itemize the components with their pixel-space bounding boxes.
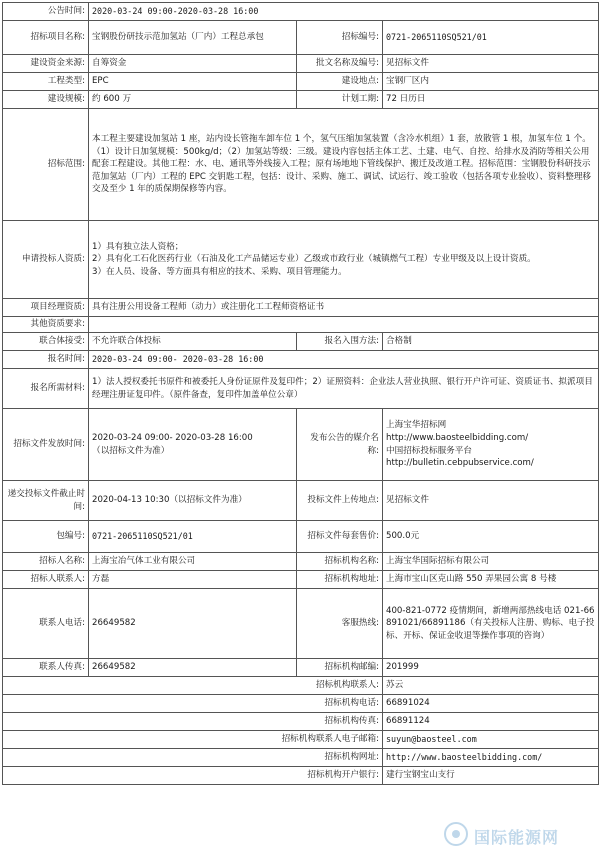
approval-label: 批文名称及编号: (297, 55, 383, 73)
contact-value: 方磊 (89, 571, 297, 589)
tender-notice-table (2, 2, 599, 785)
hotline-label: 客服热线: (297, 589, 383, 659)
consortium-value: 不允许联合体投标 (89, 333, 297, 351)
submit-place-label: 投标文件上传地点: (297, 481, 383, 521)
materials-label: 报名所需材料: (3, 369, 89, 409)
entry-method-label: 报名入围方法: (297, 333, 383, 351)
row-fax (3, 659, 599, 677)
row-scale (3, 91, 599, 109)
media-link[interactable]: http://bulletin.cebpubservice.com/ (386, 458, 534, 469)
fund-source-label: 建设资金来源: (3, 55, 89, 73)
agency-web-value[interactable]: http://www.baosteelbidding.com/ (383, 749, 599, 767)
consortium-label: 联合体接受: (3, 333, 89, 351)
scope-value: 本工程主要建设加氢站 1 座，站内设长管拖车卸车位 1 个，氢气压缩加氢装置（含冷水机组）1 套，放散管 1 根，加氢车位 1 个。（1）设计日加氢规模：500kg/d；（2）加氢站等级：三级。建设内容包括主体工艺、土建、电气、自控、给排水及消防等相关公用配套工程建设。其他工程：水、电、通讯等外线接入工程；原有场地地下管线保护、搬迁及改道工程。招标范围：宝钢股份科研技示范加氢站（厂内）工程的 EPC 交钥匙工程，包括：设计、采购、施工、调试、试运行、竣工验收（包括各项专业验收）、资料整理移交及至少 1 年的质保期保修等内容。 (89, 109, 599, 221)
signup-time-value: 2020-03-24 09:00- 2020-03-28 16:00 (89, 351, 599, 369)
row-agency-fax (3, 713, 599, 731)
fax-label: 联系人传真: (3, 659, 89, 677)
agency-contact-value: 苏云 (383, 677, 599, 695)
media-value (383, 409, 599, 481)
row-tenderer (3, 553, 599, 571)
media-name: 上海宝华招标网 (386, 420, 447, 431)
tenderer-label: 招标人名称: (3, 553, 89, 571)
row-other-req (3, 317, 599, 333)
row-phone (3, 589, 599, 659)
row-agency-contact (3, 677, 599, 695)
duration-value: 72 日历日 (383, 91, 599, 109)
row-deadline (3, 481, 599, 521)
doc-release-note: （以招标文件为准） (92, 445, 170, 456)
agency-bank-label: 招标机构开户银行: (3, 767, 383, 785)
media-link[interactable]: http://www.baosteelbidding.com/ (386, 432, 529, 443)
scale-value: 约 600 万 (89, 91, 297, 109)
row-qualification (3, 221, 599, 299)
qualification-line: 2）具有化工石化医药行业（石油及化工产品储运专业）乙级或市政行业（城镇燃气工程）专业甲级及以上设计资质。 (92, 254, 536, 265)
agency-fax-label: 招标机构传真: (3, 713, 383, 731)
submit-place-value: 见招标文件 (383, 481, 599, 521)
fax-value: 26649582 (89, 659, 297, 677)
media-name: 中国招标投标服务平台 (386, 445, 472, 456)
agency-email-label: 招标机构联系人电子邮箱: (3, 731, 383, 749)
package-no-value: 0721-2065110SQ521/01 (89, 521, 297, 553)
watermark-text: 国际能源网 (474, 828, 560, 847)
qualification-line: 3）在人员、设备、等方面具有相应的技术、采购、项目管理能力。 (92, 266, 347, 277)
row-project-type (3, 73, 599, 91)
signup-time-label: 报名时间: (3, 351, 89, 369)
agency-addr-value: 上海市宝山区克山路 550 弄果园公寓 8 号楼 (383, 571, 599, 589)
location-value: 宝钢厂区内 (383, 73, 599, 91)
doc-release-time: 2020-03-24 09:00- 2020-03-28 16:00 (92, 432, 253, 443)
scale-label: 建设规模: (3, 91, 89, 109)
project-name-label: 招标项目名称: (3, 21, 89, 55)
phone-label: 联系人电话: (3, 589, 89, 659)
doc-fee-label: 招标文件每套售价: (297, 521, 383, 553)
qualification-line: 1）具有独立法人资格； (92, 241, 184, 252)
agency-email-value[interactable]: suyun@baosteel.com (383, 731, 599, 749)
phone-value: 26649582 (89, 589, 297, 659)
watermark-dot-icon (452, 830, 460, 838)
row-contact (3, 571, 599, 589)
agency-phone-value: 66891024 (383, 695, 599, 713)
row-package-no (3, 521, 599, 553)
row-materials (3, 369, 599, 409)
agency-label: 招标机构名称: (297, 553, 383, 571)
row-signup-time (3, 351, 599, 369)
media-label: 发布公告的媒介名称: (297, 409, 383, 481)
pm-qualification-label: 项目经理资质: (3, 299, 89, 317)
watermark-logo (444, 820, 594, 850)
row-doc-release (3, 409, 599, 481)
hotline-value: 400-821-0772 疫情期间，新增两部热线电话 021-66891021/66891186（有关投标人注册、购标、电子投标、开标、保证金收退等操作事项的咨询） (383, 589, 599, 659)
scope-label: 招标范围: (3, 109, 89, 221)
row-consortium (3, 333, 599, 351)
doc-fee-value: 500.0元 (383, 521, 599, 553)
row-project-name (3, 21, 599, 55)
agency-zip-value: 201999 (383, 659, 599, 677)
agency-zip-label: 招标机构邮编: (297, 659, 383, 677)
approval-value: 见招标文件 (383, 55, 599, 73)
qualification-value (89, 221, 599, 299)
package-no-label: 包编号: (3, 521, 89, 553)
other-req-value (89, 317, 599, 333)
project-name-value: 宝钢股份研技示范加氢站（厂内）工程总承包 (89, 21, 297, 55)
project-type-label: 工程类型: (3, 73, 89, 91)
agency-fax-value: 66891124 (383, 713, 599, 731)
tenderer-value: 上海宝冶气体工业有限公司 (89, 553, 297, 571)
doc-release-label: 招标文件发放时间: (3, 409, 89, 481)
announce-time-value: 2020-03-24 09:00-2020-03-28 16:00 (89, 3, 599, 21)
row-agency-web (3, 749, 599, 767)
announce-time-label: 公告时间: (3, 3, 89, 21)
row-agency-phone (3, 695, 599, 713)
deadline-value: 2020-04-13 10:30（以招标文件为准） (89, 481, 297, 521)
row-agency-email (3, 731, 599, 749)
row-announce-time (3, 3, 599, 21)
contact-label: 招标人联系人: (3, 571, 89, 589)
row-scope (3, 109, 599, 221)
fund-source-value: 自筹资金 (89, 55, 297, 73)
other-req-label: 其他资质要求: (3, 317, 89, 333)
row-fund-source (3, 55, 599, 73)
pm-qualification-value: 具有注册公用设备工程师（动力）或注册化工工程师资格证书 (89, 299, 599, 317)
agency-bank-value: 建行宝钢宝山支行 (383, 767, 599, 785)
row-agency-bank (3, 767, 599, 785)
row-pm-qualification (3, 299, 599, 317)
tender-no-value: 0721-2065110SQ521/01 (383, 21, 599, 55)
location-label: 建设地点: (297, 73, 383, 91)
entry-method-value: 合格制 (383, 333, 599, 351)
agency-value: 上海宝华国际招标有限公司 (383, 553, 599, 571)
materials-value: 1）法人授权委托书原件和被委托人身份证原件及复印件；2）证照资料：企业法人营业执照、银行开户许可证、资质证书、拟派项目经理注册证复印件。（原件备查，复印件加盖单位公章） (89, 369, 599, 409)
doc-release-value (89, 409, 297, 481)
agency-addr-label: 招标机构地址: (297, 571, 383, 589)
tender-no-label: 招标编号: (297, 21, 383, 55)
duration-label: 计划工期: (297, 91, 383, 109)
agency-web-label: 招标机构网址: (3, 749, 383, 767)
deadline-label: 递交投标文件截止时间: (3, 481, 89, 521)
qualification-label: 申请投标人资质: (3, 221, 89, 299)
agency-phone-label: 招标机构电话: (3, 695, 383, 713)
project-type-value: EPC (89, 73, 297, 91)
agency-contact-label: 招标机构联系人: (3, 677, 383, 695)
